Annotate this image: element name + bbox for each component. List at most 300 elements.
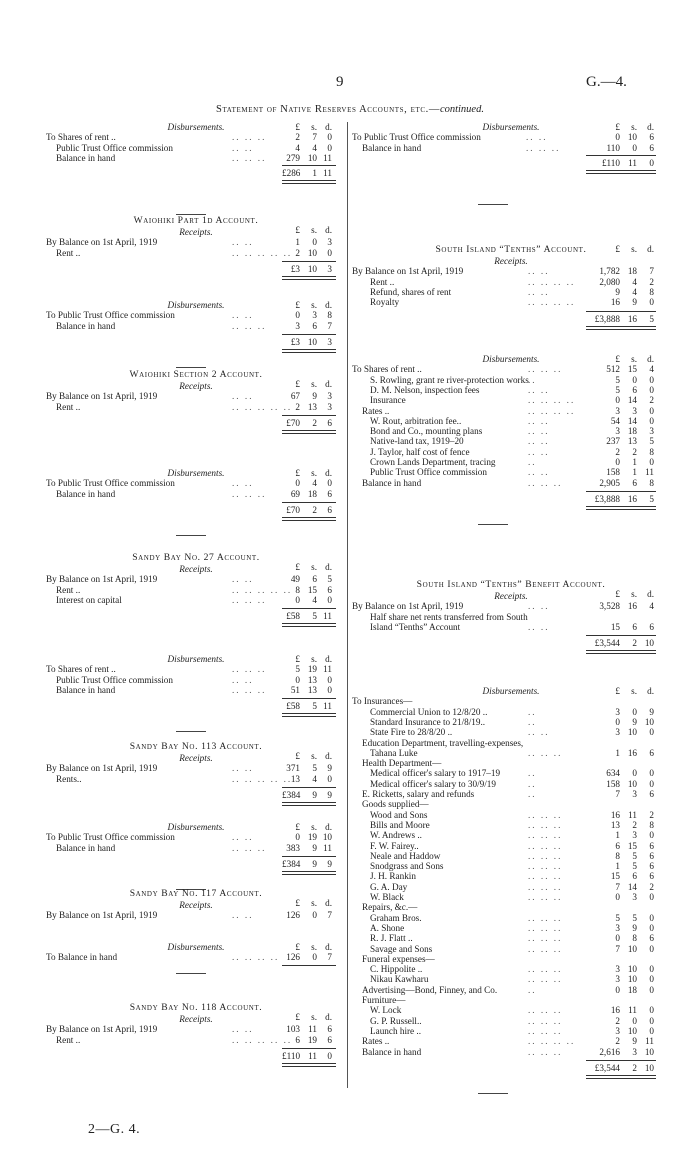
- sum-rule: [282, 787, 336, 788]
- total-double-rule: [282, 871, 336, 875]
- pounds-amount: 0: [615, 984, 620, 995]
- section-separator: [176, 731, 206, 732]
- leader-dots: .. .. ..: [528, 809, 563, 820]
- shillings-amount: 10: [627, 778, 637, 789]
- total-pounds: £70: [286, 504, 300, 515]
- shillings-amount: 5: [632, 861, 637, 872]
- shillings-amount: 4: [312, 142, 317, 153]
- ledger-row: [352, 1036, 670, 1046]
- total-pence: 5: [649, 493, 654, 504]
- shillings-amount: 5: [632, 912, 637, 923]
- row-label: Furniture—: [362, 995, 406, 1005]
- ledger-row: [352, 810, 670, 820]
- row-label: Balance in hand: [362, 477, 422, 488]
- ledger-row: [352, 612, 670, 622]
- disbursements-subheading: Disbursements.: [482, 354, 540, 364]
- total-row: [46, 701, 346, 711]
- row-label: W. Andrews ..: [370, 830, 422, 841]
- shillings-amount: 9: [312, 391, 317, 402]
- pounds-amount: 126: [286, 910, 300, 921]
- unit-label: s.: [631, 354, 637, 364]
- pence-amount: 0: [649, 374, 654, 385]
- pounds-amount: 383: [286, 842, 300, 853]
- shillings-amount: 0: [312, 910, 317, 921]
- unit-label: s.: [311, 942, 317, 952]
- sum-rule: [282, 856, 336, 857]
- ledger-row: [352, 395, 670, 405]
- pounds-amount: 5: [615, 912, 620, 923]
- total-shillings: 2: [632, 1062, 637, 1073]
- pounds-amount: 3: [615, 405, 620, 416]
- unit-label: £: [295, 225, 300, 235]
- pounds-amount: 15: [610, 871, 620, 882]
- leader-dots: .. ..: [232, 674, 254, 685]
- pence-amount: 8: [327, 310, 332, 321]
- leader-dots: .. .. ..: [232, 664, 267, 675]
- ledger-row: [352, 861, 670, 871]
- shillings-amount: 6: [632, 477, 637, 488]
- pence-amount: 6: [649, 621, 654, 632]
- row-label: Advertising—Bond, Finney, and Co.: [362, 984, 498, 995]
- page-heading: [0, 104, 700, 115]
- unit-label: £: [615, 589, 620, 599]
- ledger-row: [352, 277, 670, 287]
- ledger-row: [352, 1005, 670, 1015]
- ledger-row: [46, 664, 346, 674]
- row-label: Balance in hand: [362, 1046, 422, 1057]
- ledger-row: [352, 851, 670, 861]
- pounds-amount: 158: [606, 778, 620, 789]
- section-separator: [478, 1093, 508, 1094]
- total-shillings: 11: [308, 1050, 317, 1061]
- shillings-amount: 1: [632, 467, 637, 478]
- shillings-amount: 18: [627, 266, 637, 277]
- total-row: [46, 418, 346, 428]
- row-label: A. Shone: [370, 922, 405, 933]
- shillings-amount: 3: [632, 1046, 637, 1057]
- ledger-row: [46, 248, 346, 258]
- shillings-amount: 0: [312, 237, 317, 248]
- shillings-amount: 3: [312, 310, 317, 321]
- total-double-rule: [282, 276, 336, 280]
- leader-dots: .. ..: [528, 601, 550, 612]
- row-label: Balance in hand: [56, 488, 116, 499]
- pence-amount: 6: [649, 933, 654, 944]
- leader-dots: .. ..: [232, 574, 254, 585]
- unit-label: £: [295, 751, 300, 761]
- account-title: Sandy Bay No. 27 Account.: [132, 552, 260, 563]
- ledger-row: [46, 1024, 346, 1034]
- receipts-subheading: Receipts.: [179, 1014, 213, 1024]
- total-pence: 10: [644, 638, 654, 649]
- pounds-amount: 1: [295, 237, 300, 248]
- pounds-amount: 67: [290, 391, 300, 402]
- row-label: To Public Trust Office commission: [46, 478, 175, 489]
- total-row: [46, 611, 346, 621]
- unit-label: £: [295, 122, 300, 132]
- row-label: Refund, shares of rent: [370, 286, 452, 297]
- shillings-amount: 8: [632, 933, 637, 944]
- shillings-amount: 3: [632, 892, 637, 902]
- pounds-amount: 3: [615, 922, 620, 933]
- shillings-amount: 1: [632, 457, 637, 467]
- page-number: 9: [336, 74, 344, 90]
- total-double-rule: [586, 1075, 656, 1079]
- pounds-amount: 6: [295, 1034, 300, 1045]
- pence-amount: 9: [327, 763, 332, 774]
- heading-main: Statement of Native Reserves Accounts, etc.—: [216, 104, 440, 115]
- pounds-amount: 16: [610, 1005, 620, 1016]
- leader-dots: .. ..: [528, 467, 550, 478]
- ledger-row: [46, 843, 346, 853]
- pounds-amount: 16: [610, 297, 620, 308]
- shillings-amount: 10: [627, 964, 637, 975]
- section-separator: [176, 973, 206, 974]
- pence-amount: 11: [323, 842, 332, 853]
- unit-label: £: [295, 379, 300, 389]
- shillings-amount: 16: [627, 601, 637, 612]
- row-label: To Shares of rent ..: [352, 364, 422, 375]
- total-pounds: £3,544: [594, 638, 620, 649]
- unit-label: s.: [631, 122, 637, 132]
- unit-label: d.: [325, 122, 332, 132]
- shillings-amount: 4: [312, 594, 317, 605]
- shillings-amount: 6: [312, 320, 317, 331]
- ledger-row: [352, 467, 670, 477]
- leader-dots: .. .. ..: [528, 912, 563, 923]
- unit-label: s.: [311, 822, 317, 832]
- total-pence: 11: [323, 168, 332, 179]
- pence-amount: 0: [649, 1025, 654, 1036]
- ledger-row: [352, 902, 670, 912]
- receipts-subheading: Receipts.: [179, 564, 213, 574]
- leader-dots: .. .. .. ..: [232, 952, 280, 963]
- shillings-amount: 6: [632, 621, 637, 632]
- sum-rule: [282, 261, 336, 262]
- account-title: Sandy Bay No. 118 Account.: [129, 1002, 263, 1013]
- total-pence: 10: [644, 1062, 654, 1073]
- pounds-amount: 3: [615, 964, 620, 975]
- ledger-row: [46, 132, 346, 142]
- pence-amount: 11: [645, 1036, 654, 1047]
- ledger-row: [352, 882, 670, 892]
- pounds-amount: 2,616: [599, 1046, 620, 1057]
- pounds-amount: 69: [290, 488, 300, 499]
- leader-dots: ..: [528, 374, 537, 385]
- row-label: Royalty: [370, 297, 400, 308]
- pence-amount: 0: [649, 415, 654, 426]
- shillings-amount: 4: [312, 773, 317, 784]
- ledger-row: [352, 758, 670, 768]
- shillings-amount: 0: [632, 1015, 637, 1026]
- ledger-row: [352, 385, 670, 395]
- ledger-row: [352, 779, 670, 789]
- ledger-row: [352, 964, 670, 974]
- unit-label: d.: [325, 1012, 332, 1022]
- ledger-row: [352, 622, 670, 632]
- pence-amount: 4: [649, 601, 654, 612]
- ledger-row: [352, 738, 670, 748]
- leader-dots: .. .. ..: [528, 871, 563, 882]
- ledger-row: [46, 952, 346, 962]
- row-label: Balance in hand: [56, 684, 116, 695]
- section-separator: [176, 367, 206, 368]
- unit-label: d.: [325, 898, 332, 908]
- total-shillings: 10: [307, 336, 317, 347]
- unit-label: £: [295, 562, 300, 572]
- pence-amount: 0: [649, 830, 654, 841]
- row-label: Tahana Luke: [370, 747, 418, 758]
- row-label: To Shares of rent ..: [46, 132, 116, 143]
- row-label: Neale and Haddow: [370, 850, 441, 861]
- total-shillings: 10: [307, 263, 317, 274]
- ledger-row: [352, 727, 670, 737]
- ledger-row: [352, 748, 670, 758]
- total-row: [352, 638, 670, 648]
- pence-amount: 6: [327, 488, 332, 499]
- ledger-row: [46, 391, 346, 401]
- leader-dots: .. ..: [528, 415, 550, 426]
- section-separator: [176, 535, 206, 536]
- pence-amount: 6: [649, 840, 654, 851]
- row-label: Rent ..: [56, 584, 81, 595]
- pounds-amount: 1: [615, 861, 620, 872]
- unit-label: s.: [311, 225, 317, 235]
- row-label: Savage and Sons: [370, 943, 433, 954]
- unit-label: d.: [647, 686, 654, 696]
- leader-dots: .. ..: [232, 478, 254, 489]
- shillings-amount: 13: [307, 684, 317, 695]
- account-title: Sandy Bay No. 117 Account.: [129, 888, 263, 899]
- shillings-amount: 14: [627, 881, 637, 892]
- row-label: By Balance on 1st April, 1919: [46, 574, 158, 585]
- account-title: Sandy Bay No. 113 Account.: [129, 741, 263, 752]
- pounds-amount: 5: [615, 374, 620, 385]
- row-label: Rent ..: [370, 276, 395, 287]
- unit-label: d.: [325, 562, 332, 572]
- total-row: [352, 314, 670, 324]
- leader-dots: .. .. ..: [232, 594, 267, 605]
- leader-dots: .. .. .. ..: [528, 1036, 576, 1047]
- shillings-amount: 9: [312, 842, 317, 853]
- shillings-amount: 9: [632, 297, 637, 308]
- shillings-amount: 3: [632, 789, 637, 799]
- pounds-amount: 7: [615, 789, 620, 799]
- unit-label: s.: [311, 122, 317, 132]
- disbursements-subheading: Disbursements.: [167, 468, 225, 478]
- account-title: Waiohiki Part 1d Account.: [133, 215, 259, 226]
- leader-dots: .. .. ..: [528, 943, 563, 954]
- receipts-subheading: Receipts.: [179, 381, 213, 391]
- shillings-amount: 18: [627, 426, 637, 437]
- total-shillings: 2: [632, 638, 637, 649]
- shillings-amount: 4: [632, 286, 637, 297]
- row-label: W. Rout, arbitration fee..: [370, 415, 462, 426]
- unit-label: d.: [325, 942, 332, 952]
- ledger-row: [46, 402, 346, 412]
- leader-dots: .. ..: [232, 763, 254, 774]
- leader-dots: .. ..: [232, 310, 254, 321]
- row-label: R. J. Flatt ..: [370, 933, 413, 944]
- pounds-amount: 0: [615, 716, 620, 727]
- ledger-row: [352, 995, 670, 1005]
- ledger-row: [352, 830, 670, 840]
- row-label: W. Black: [370, 892, 404, 902]
- pounds-amount: 1: [615, 747, 620, 758]
- pence-amount: 0: [327, 142, 332, 153]
- ledger-row: [352, 820, 670, 830]
- row-label: G. P. Russell..: [370, 1015, 422, 1026]
- pounds-amount: 0: [615, 395, 620, 406]
- leader-dots: .. .. .. ..: [528, 297, 576, 308]
- account-title: Waiohiki Section 2 Account.: [129, 369, 263, 380]
- leader-dots: .. .. ..: [528, 477, 563, 488]
- total-shillings: 16: [627, 313, 637, 324]
- pounds-amount: 0: [295, 674, 300, 685]
- pounds-amount: 0: [615, 457, 620, 467]
- pounds-amount: 5: [295, 664, 300, 675]
- pounds-amount: 8: [295, 584, 300, 595]
- unit-label: d.: [325, 751, 332, 761]
- total-double-rule: [586, 650, 656, 654]
- row-label: Native-land tax, 1919–20: [370, 436, 464, 447]
- pounds-amount: 0: [295, 594, 300, 605]
- ledger-row: [352, 436, 670, 446]
- pounds-amount: 3: [615, 706, 620, 717]
- leader-dots: .. .. .. ..: [528, 395, 576, 406]
- pounds-amount: 371: [286, 763, 300, 774]
- leader-dots: .. .. ..: [232, 488, 267, 499]
- sum-rule: [282, 1048, 336, 1049]
- shillings-amount: 13: [307, 674, 317, 685]
- shillings-amount: 10: [627, 132, 637, 143]
- pence-amount: 6: [649, 871, 654, 882]
- row-label: Medical officer's salary to 30/9/19: [370, 778, 496, 789]
- leader-dots: .. ..: [528, 446, 550, 457]
- shillings-amount: 18: [307, 488, 317, 499]
- pounds-amount: 13: [290, 773, 300, 784]
- shillings-amount: 15: [627, 840, 637, 851]
- leader-dots: .. .. ..: [528, 1015, 563, 1026]
- pounds-amount: 0: [295, 478, 300, 489]
- total-double-rule: [282, 180, 336, 184]
- pence-amount: 10: [644, 716, 654, 727]
- leader-dots: .. .. .. .. ..: [232, 584, 293, 595]
- account-title: South Island “Tenths” Benefit Account.: [416, 579, 606, 590]
- shillings-amount: 10: [627, 1025, 637, 1036]
- pence-amount: 0: [649, 984, 654, 995]
- row-label: W. Lock: [370, 1005, 402, 1016]
- row-label: Goods supplied—: [362, 799, 429, 810]
- pence-amount: 8: [649, 819, 654, 830]
- pounds-amount: 7: [615, 943, 620, 954]
- ledger-row: [46, 685, 346, 695]
- shillings-amount: 0: [632, 768, 637, 779]
- leader-dots: ..: [528, 457, 537, 467]
- total-shillings: 2: [312, 417, 317, 428]
- ledger-row: [352, 478, 670, 488]
- unit-label: d.: [647, 244, 654, 254]
- pounds-amount: 2,080: [599, 276, 620, 287]
- unit-label: £: [615, 122, 620, 132]
- pence-amount: 9: [649, 706, 654, 717]
- total-row: [46, 337, 346, 347]
- unit-label: £: [295, 468, 300, 478]
- pounds-amount: 49: [290, 574, 300, 585]
- pounds-amount: 512: [606, 364, 620, 375]
- sum-rule: [282, 415, 336, 416]
- total-double-rule: [282, 802, 336, 806]
- receipts-subheading: Receipts.: [179, 753, 213, 763]
- pence-amount: 11: [645, 467, 654, 478]
- ledger-row: [352, 696, 670, 706]
- leader-dots: ..: [528, 706, 537, 717]
- unit-label: £: [295, 822, 300, 832]
- leader-dots: .. .. ..: [528, 830, 563, 841]
- shillings-amount: 15: [627, 364, 637, 375]
- pence-amount: 6: [649, 850, 654, 861]
- row-label: Repairs, &c.—: [362, 902, 418, 913]
- pence-amount: 0: [327, 594, 332, 605]
- disbursements-subheading: Disbursements.: [482, 686, 540, 696]
- row-label: By Balance on 1st April, 1919: [352, 266, 464, 277]
- pounds-amount: 7: [615, 881, 620, 892]
- ledger-row: [46, 1035, 346, 1045]
- leader-dots: .. .. .. .. ..: [232, 247, 293, 258]
- total-shillings: 5: [312, 611, 317, 622]
- total-double-rule: [282, 1063, 336, 1067]
- ledger-row: [46, 585, 346, 595]
- sum-rule: [586, 311, 656, 312]
- row-label: Rent ..: [56, 247, 81, 258]
- pence-amount: 6: [649, 861, 654, 872]
- leader-dots: .. .. ..: [232, 152, 267, 163]
- row-label: Balance in hand: [56, 152, 116, 163]
- pounds-amount: 3: [615, 974, 620, 985]
- row-label: Rents..: [56, 773, 82, 784]
- pence-amount: 0: [649, 974, 654, 985]
- ledger-row: [352, 933, 670, 943]
- shillings-amount: 9: [632, 922, 637, 933]
- ledger-row: [352, 944, 670, 954]
- shillings-amount: 6: [632, 871, 637, 882]
- pounds-amount: 2: [295, 401, 300, 412]
- pence-amount: 0: [649, 943, 654, 954]
- shillings-amount: 19: [307, 832, 317, 843]
- receipts-subheading: Receipts.: [494, 591, 528, 601]
- row-label: To Insurances—: [352, 696, 413, 707]
- shillings-amount: 14: [627, 395, 637, 406]
- pence-amount: 6: [327, 1034, 332, 1045]
- pence-amount: 0: [649, 297, 654, 308]
- sum-rule: [586, 635, 656, 636]
- ledger-row: [352, 143, 670, 153]
- total-pence: 9: [327, 858, 332, 869]
- unit-label: s.: [631, 686, 637, 696]
- unit-label: s.: [311, 654, 317, 664]
- leader-dots: .. .. .. .. ..: [232, 401, 293, 412]
- row-label: To Public Trust Office commission: [46, 832, 175, 843]
- pounds-amount: 2: [615, 1015, 620, 1026]
- pounds-amount: 4: [295, 142, 300, 153]
- unit-label: s.: [631, 244, 637, 254]
- total-pounds: £384: [282, 789, 301, 800]
- pence-amount: 7: [327, 952, 332, 963]
- row-label: Half share net rents transferred from South: [370, 611, 528, 622]
- ledger-row: [46, 321, 346, 331]
- leader-dots: .. .. ..: [528, 974, 563, 985]
- row-label: Funeral expenses—: [362, 953, 435, 964]
